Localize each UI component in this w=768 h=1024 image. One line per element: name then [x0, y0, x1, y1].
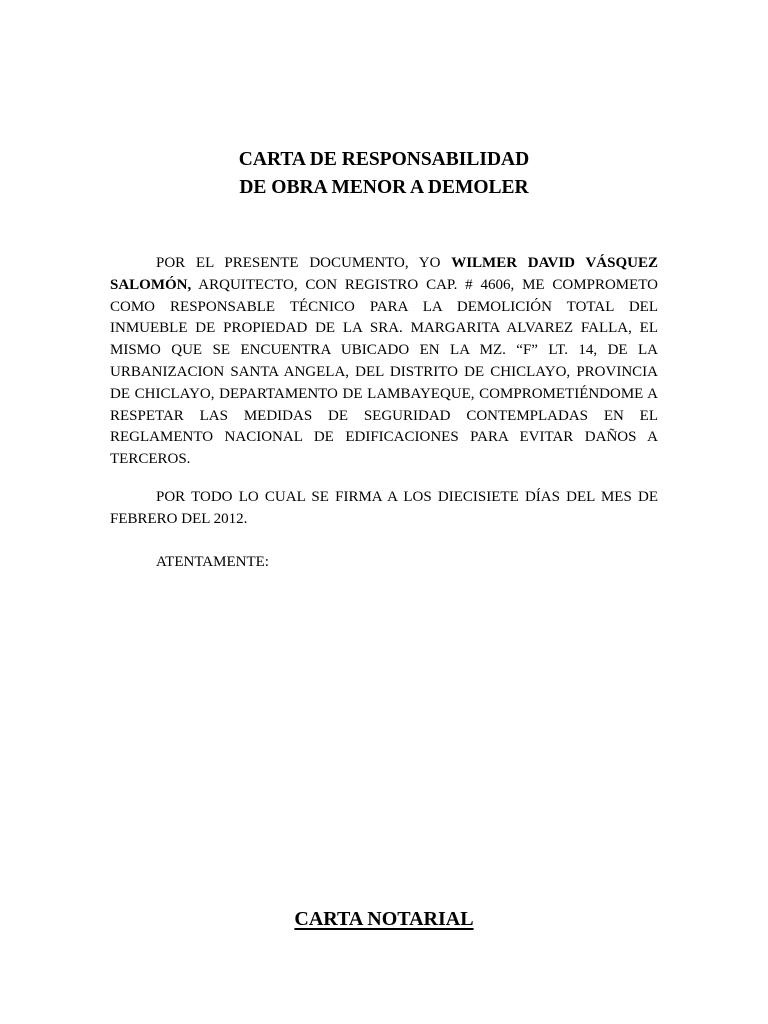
signing-date-paragraph: POR TODO LO CUAL SE FIRMA A LOS DIECISIETE DÍAS DEL MES DE FEBRERO DEL 2012. [110, 489, 658, 527]
architect-name: WILMER DAVID VÁSQUEZ SALOMÓN, [110, 255, 658, 293]
commitment-paragraph [110, 253, 658, 471]
document-title-line-1: CARTA DE RESPONSABILIDAD [238, 149, 530, 170]
notarial-letter-heading-text: CARTA NOTARIAL [294, 908, 474, 930]
notarial-letter-heading [0, 906, 768, 932]
closing-salutation: ATENTAMENTE: [156, 554, 269, 570]
paragraph-intro-text: POR EL PRESENTE DOCUMENTO, YO [156, 255, 452, 271]
document-title-line-2: DE OBRA MENOR A DEMOLER [239, 177, 529, 198]
paragraph-body-text: ARQUITECTO, CON REGISTRO CAP. # 4606, ME COMPROMETO COMO RESPONSABLE TÉCNICO PARA LA DEMOLICIÓN TOTAL DEL INMUEBLE DE PROPIEDAD DE LA SRA. MARGARITA ALVAREZ FALLA, EL MISMO QUE SE ENCUENTRA UBICADO EN LA MZ. “F” LT. 14, DE LA URBANIZACION SANTA ANGELA, DEL DISTRITO DE CHICLAYO, PROVINCIA DE CHICLAYO, DEPARTAMENTO DE LAMBAYEQUE, COMPROMETIÉNDOME A RESPETAR LAS MEDIDAS DE SEGURIDAD CONTEMPLADAS EN EL REGLAMENTO NACIONAL DE EDIFICACIONES PARA EVITAR DAÑOS A TERCEROS. [110, 276, 658, 468]
